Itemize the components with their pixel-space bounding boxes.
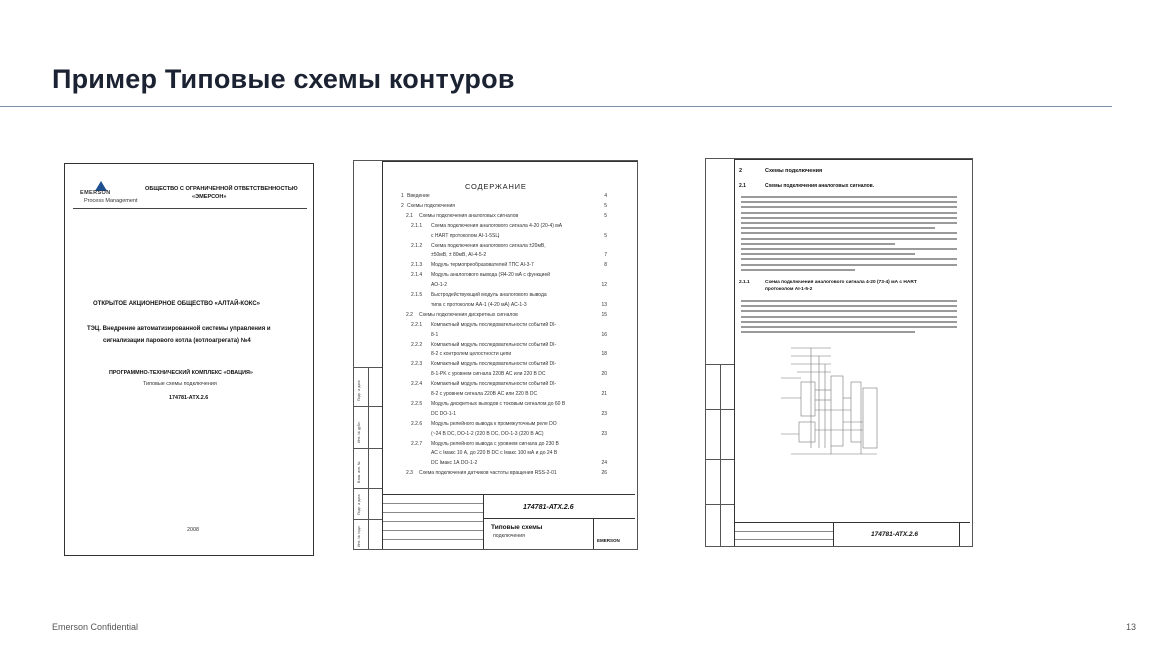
- text-line: [741, 258, 957, 260]
- logo-text: EMERSON: [80, 190, 111, 196]
- toc-entry: [383, 450, 637, 459]
- stamp-title-line2: подключения: [493, 533, 525, 539]
- toc-entry: [383, 391, 637, 400]
- toc-text: ±50мВ, ± 80мВ, АI-4-5-2: [431, 252, 487, 259]
- toc-entry: [383, 203, 637, 212]
- stamp-document-code: 174781-АТХ.2.6: [871, 531, 919, 538]
- slide-title: Пример Типовые схемы контуров: [52, 64, 515, 94]
- item-number: 2.1.1: [739, 280, 750, 285]
- toc-text: с HART протоколом АI-1-5SЦ: [431, 232, 500, 239]
- toc-page-number: 13: [601, 301, 607, 308]
- contents-frame: [382, 161, 638, 550]
- toc-text: Модуль релейного вывода к промежуточным реле DO: [431, 420, 557, 427]
- toc-text: АО-1-2: [431, 282, 448, 289]
- toc-number: 2.1.5: [411, 292, 423, 298]
- toc-page-number: 15: [601, 311, 607, 318]
- toc-entry: [383, 361, 637, 370]
- toc-text: Схемы подключения аналоговых сигналов: [419, 212, 519, 219]
- document-code: 174781-АТХ.2.6: [169, 395, 209, 401]
- title-block-stamp: [383, 494, 635, 549]
- toc-page-number: 21: [601, 391, 607, 397]
- toc-number: 2.2.5: [411, 400, 423, 407]
- toc-text: Схема подключения аналогового сигнала 4-20 (20-4) мА: [431, 222, 563, 229]
- project-line2: сигнализации парового котла (котлоагрегата) №4: [103, 338, 251, 344]
- text-line: [741, 326, 957, 328]
- toc-text: Модуль аналогового вывода (Я4-20 мА с функцией: [431, 272, 551, 279]
- text-line: [741, 331, 915, 333]
- title-divider: [0, 106, 1112, 107]
- subsection-number: 2.1: [739, 183, 746, 189]
- project-line1: ТЭЦ. Внедрение автоматизированной системы управления и: [87, 326, 271, 332]
- toc-text: Модуль релейного вывода с уровнем сигнала до 230 В: [431, 440, 559, 447]
- toc-text: Быстродействующий модуль аналогового вывода: [431, 292, 547, 298]
- toc-text: Схемы подключения дискретных сигналов: [419, 311, 518, 318]
- text-line: [741, 316, 957, 318]
- toc-page-number: 24: [601, 460, 607, 467]
- document-title: Типовые схемы подключения: [143, 381, 217, 387]
- toc-entry: [383, 243, 637, 252]
- toc-page-number: 7: [604, 252, 607, 259]
- toc-entry: [383, 312, 637, 321]
- toc-page-number: 26: [601, 470, 607, 477]
- toc-text: Схемы подключения: [407, 202, 456, 209]
- toc-text: Модуль термопреобразователей ТПС АI-3-7: [431, 262, 534, 269]
- toc-text: Схема подключения аналогового сигнала ±20мВ,: [431, 242, 546, 249]
- text-line: [741, 300, 957, 302]
- toc-entry: [383, 460, 637, 469]
- toc-entry: [383, 213, 637, 222]
- logo-subtext: Process Management: [84, 198, 138, 204]
- toc-text: типа с протоколом АА-1 (4-20 мА) АС-1-3: [431, 301, 527, 308]
- toc-number: 2.1: [406, 212, 413, 219]
- toc-page-number: 23: [601, 410, 607, 417]
- company-name-line1: ОБЩЕСТВО С ОГРАНИЧЕННОЙ ОТВЕТСТВЕННОСТЬЮ: [145, 186, 298, 192]
- toc-text: 8-2 с уровнем сигнала 220В АС или 220 В DC: [431, 391, 538, 397]
- toc-text: 8-2 с контролем целостности цепи: [431, 351, 512, 358]
- toc-page-number: 5: [604, 202, 607, 209]
- title-block-stamp: [735, 522, 970, 547]
- toc-text: Компактный модуль последовательности событий DI-: [431, 341, 557, 348]
- text-line: [741, 305, 957, 307]
- toc-page-number: 16: [601, 331, 607, 338]
- toc-entry: [383, 411, 637, 420]
- toc-entry: [383, 292, 637, 301]
- title-page-thumbnail: [64, 163, 314, 556]
- toc-page-number: 18: [601, 351, 607, 358]
- stamp-document-code: 174781-АТХ.2.6: [523, 504, 574, 511]
- text-line: [741, 238, 957, 240]
- text-line: [741, 212, 957, 214]
- toc-entry: [383, 441, 637, 450]
- text-line: [741, 321, 957, 323]
- toc-entry: [383, 252, 637, 261]
- item-title-line2: протоколом AI-1-5-2: [765, 287, 813, 292]
- customer-name: ОТКРЫТОЕ АКЦИОНЕРНОЕ ОБЩЕСТВО «АЛТАЙ-КОКС»: [93, 301, 261, 307]
- toc-text: Компактный модуль последовательности событий DI-: [431, 361, 557, 368]
- text-line: [741, 201, 957, 203]
- text-line: [741, 310, 957, 312]
- toc-entry: [383, 262, 637, 271]
- toc-page-number: 8: [604, 262, 607, 269]
- document-year: 2008: [187, 527, 199, 533]
- toc-entry: [383, 193, 637, 202]
- contents-heading: СОДЕРЖАНИЕ: [465, 182, 527, 191]
- toc-text: Компактный модуль последовательности событий DI-: [431, 321, 557, 328]
- toc-number: 2.3: [406, 470, 413, 477]
- toc-entry: [383, 302, 637, 311]
- toc-page-number: 23: [601, 430, 607, 437]
- text-line: [741, 253, 915, 255]
- text-line: [741, 248, 957, 250]
- toc-page-number: 5: [604, 212, 607, 219]
- toc-entry: [383, 282, 637, 291]
- toc-text: DC Iмакс 1А DO-1-2: [431, 460, 478, 467]
- complex-name: ПРОГРАММНО-ТЕХНИЧЕСКИЙ КОМПЛЕКС «ОВАЦИЯ»: [109, 370, 253, 376]
- toc-number: 2.1.4: [411, 272, 423, 279]
- company-name-line2: «ЭМЕРСОН»: [192, 194, 227, 200]
- subsection-title: Схемы подключения аналоговых сигналов.: [765, 183, 875, 189]
- section-title: Схемы подключения: [765, 168, 823, 174]
- text-line: [741, 269, 855, 271]
- wiring-diagram: [771, 338, 881, 468]
- side-label: Взам. инв. №: [357, 461, 361, 483]
- text-line: [741, 217, 957, 219]
- toc-entry: [383, 401, 637, 410]
- side-label: Инв. № подл.: [357, 525, 361, 547]
- toc-number: 2: [401, 202, 404, 209]
- toc-number: 2.1.2: [411, 242, 423, 249]
- toc-entry: [383, 332, 637, 341]
- toc-text: Введение: [407, 193, 430, 199]
- toc-entry: [383, 272, 637, 281]
- side-label: Инв. № дубл.: [357, 421, 361, 443]
- text-line: [741, 196, 957, 198]
- toc-number: 2.2.2: [411, 341, 423, 348]
- side-label: Подп. и дата: [357, 494, 361, 515]
- footer-confidential: Emerson Confidential: [52, 622, 139, 632]
- toc-entry: [383, 322, 637, 331]
- contents-page-thumbnail: [353, 160, 638, 550]
- toc-number: 2.2.7: [411, 440, 423, 447]
- toc-entry: [383, 233, 637, 242]
- toc-text: 8-1: [431, 331, 439, 338]
- toc-page-number: 5: [604, 232, 607, 239]
- toc-text: АС с Iмакс 10 А, до 220 В DC с Iмакс 100 мА и до 24 В: [431, 450, 558, 457]
- text-line: [741, 206, 957, 208]
- toc-text: Схема подключения датчиков частоты вращения RSS-2-01: [419, 470, 557, 477]
- toc-entry: [383, 470, 637, 479]
- diagram-page-thumbnail: [705, 158, 973, 547]
- toc-number: 2.2.1: [411, 321, 423, 328]
- toc-page-number: 20: [601, 371, 607, 378]
- toc-number: 1: [401, 193, 404, 199]
- toc-number: 2.2: [406, 311, 413, 318]
- toc-number: 2.2.3: [411, 361, 423, 368]
- text-line: [741, 264, 957, 266]
- stamp-logo-text: EMERSON: [597, 538, 620, 543]
- emerson-logo: [76, 181, 138, 204]
- footer-page-number: 13: [1125, 622, 1136, 632]
- toc-entry: [383, 351, 637, 360]
- toc-text: DC DO-1-1: [431, 410, 457, 417]
- toc-entry: [383, 223, 637, 232]
- toc-entry: [383, 381, 637, 390]
- text-line: [741, 232, 957, 234]
- toc-text: Компактный модуль последовательности событий DI-: [431, 381, 557, 388]
- toc-entry: [383, 371, 637, 380]
- section-number: 2: [739, 168, 743, 174]
- toc-page-number: 12: [601, 282, 607, 289]
- toc-number: 2.1.3: [411, 262, 423, 269]
- text-line: [741, 222, 957, 224]
- diagram-frame: [734, 159, 973, 547]
- toc-text: Модуль дискретных выходов с токовым сигналом до 60 В: [431, 400, 566, 407]
- text-line: [741, 243, 895, 245]
- toc-number: 2.2.6: [411, 420, 423, 427]
- toc-entry: [383, 431, 637, 440]
- side-label: Подп. и дата: [357, 380, 361, 401]
- toc-page-number: 4: [604, 193, 607, 199]
- toc-entry: [383, 342, 637, 351]
- stamp-title-line1: Типовые схемы: [491, 524, 543, 531]
- item-title-line1: Схема подключения аналогового сигнала 4-20 (73-4) мА с HART: [765, 280, 917, 285]
- toc-number: 2.2.4: [411, 381, 423, 388]
- toc-entry: [383, 421, 637, 430]
- toc-number: 2.1.1: [411, 222, 423, 229]
- toc-text: 8-1-PK с уровнем сигнала 220В АС или 220 В DC: [431, 371, 546, 378]
- text-line: [741, 227, 935, 229]
- header-rule: [73, 208, 307, 209]
- toc-text: (~24 В DC, DO-1-2 (220 В DC, DO-1-3 (220 В АС): [431, 430, 544, 437]
